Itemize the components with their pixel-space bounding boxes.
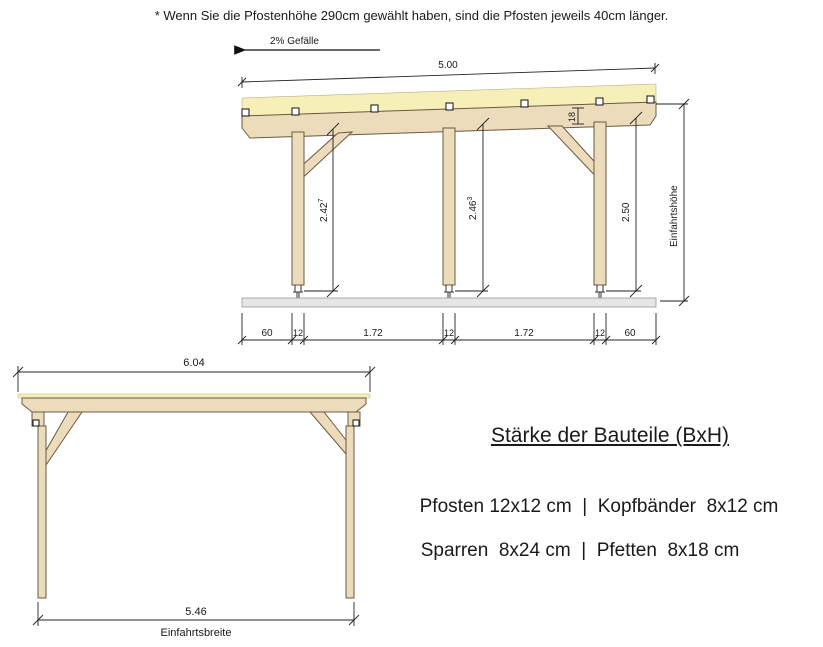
entrance-width-label: Einfahrtsbreite (160, 627, 232, 639)
total-length-label: 5.00 (438, 60, 458, 71)
height-left-label: 2.42$^7$ (318, 198, 330, 222)
front-width-bottom-label: 5.46 (185, 606, 207, 618)
rafter-height-label: 18 (567, 111, 577, 122)
svg-text:60: 60 (261, 328, 273, 339)
svg-text:12: 12 (594, 328, 606, 338)
svg-text:60: 60 (624, 328, 636, 339)
svg-text:1.72: 1.72 (514, 328, 534, 339)
front-roof-edge (18, 394, 370, 398)
height-right-label: 2.50 (621, 202, 632, 222)
front-view (13, 357, 375, 639)
svg-text:12: 12 (292, 328, 304, 338)
slope-label: 2% Gefälle (270, 36, 319, 47)
specs-title: Stärke der Bauteile (BxH) (490, 424, 730, 447)
front-posts (32, 412, 360, 598)
bottom-dimension-labels (261, 328, 636, 339)
side-posts (292, 122, 606, 285)
clearance-label: Einfahrtshöhe (669, 185, 680, 247)
ground-slab (242, 298, 656, 307)
height-middle-label: 2.46$^3$ (467, 196, 479, 220)
front-beam (22, 398, 366, 412)
post-anchors (293, 285, 605, 298)
svg-text:1.72: 1.72 (363, 328, 383, 339)
front-braces (44, 412, 346, 468)
specs-line-2: Sparren 8x24 cm | Pfetten 8x18 cm (420, 540, 740, 561)
svg-text:12: 12 (443, 328, 455, 338)
specs-line-1: Pfosten 12x12 cm | Kopfbänder 8x12 cm (419, 496, 779, 517)
front-width-top-label: 6.04 (183, 357, 205, 369)
footnote: * Wenn Sie die Pfostenhöhe 290cm gewählt haben, sind die Pfosten jeweils 40cm länger. (154, 8, 669, 23)
side-view (238, 36, 689, 345)
